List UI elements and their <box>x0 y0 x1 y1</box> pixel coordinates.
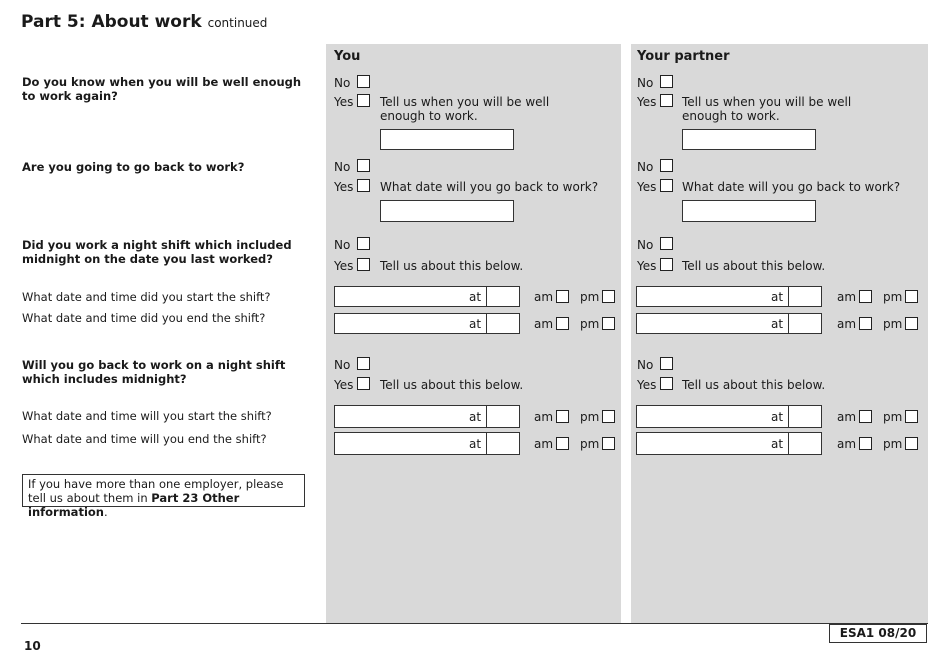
pm-label: pm <box>883 410 903 424</box>
you-q3-end-date-input[interactable] <box>334 313 487 334</box>
partner-q1-date-input[interactable] <box>682 129 816 150</box>
partner-q4-yes-checkbox[interactable] <box>660 377 673 390</box>
partner-q3-end-time-input[interactable] <box>788 313 822 334</box>
pm-label: pm <box>883 437 903 451</box>
you-q3-start-am-checkbox[interactable] <box>556 290 569 303</box>
you-q3-start-pm-checkbox[interactable] <box>602 290 615 303</box>
no-label: No <box>637 238 654 252</box>
yes-label: Yes <box>637 180 657 194</box>
you-q4-start-pm-checkbox[interactable] <box>602 410 615 423</box>
you-q3-yes-checkbox[interactable] <box>357 258 370 271</box>
page-number: 10 <box>24 639 41 653</box>
you-q2-date-input[interactable] <box>380 200 514 222</box>
am-label: am <box>837 290 857 304</box>
am-label: am <box>534 437 554 451</box>
question-start-shift-future: What date and time will you start the shift? <box>22 409 272 423</box>
pm-label: pm <box>580 290 600 304</box>
partner-q3-start-pm-checkbox[interactable] <box>905 290 918 303</box>
question-start-shift-last: What date and time did you start the shift? <box>22 290 271 304</box>
at-label: at <box>771 437 784 451</box>
below-prompt: Tell us about this below. <box>380 378 524 392</box>
you-q4-start-time-input[interactable] <box>486 405 520 428</box>
you-q4-yes-checkbox[interactable] <box>357 377 370 390</box>
partner-q2-yes-checkbox[interactable] <box>660 179 673 192</box>
yes-label: Yes <box>334 95 354 109</box>
partner-q3-start-time-input[interactable] <box>788 286 822 307</box>
info-box: If you have more than one employer, please tell us about them in Part 23 Other information. <box>22 474 305 507</box>
you-q3-end-time-input[interactable] <box>486 313 520 334</box>
at-label: at <box>771 290 784 304</box>
no-label: No <box>334 76 351 90</box>
you-q1-yes-checkbox[interactable] <box>357 94 370 107</box>
partner-q3-end-date-input[interactable] <box>636 313 789 334</box>
you-q4-start-am-checkbox[interactable] <box>556 410 569 423</box>
partner-q4-start-am-checkbox[interactable] <box>859 410 872 423</box>
you-q4-end-date-input[interactable] <box>334 432 487 455</box>
no-label: No <box>637 76 654 90</box>
footer-divider <box>21 623 928 624</box>
you-q2-yes-checkbox[interactable] <box>357 179 370 192</box>
q2-prompt: What date will you go back to work? <box>682 180 901 194</box>
you-q4-end-pm-checkbox[interactable] <box>602 437 615 450</box>
partner-q3-end-pm-checkbox[interactable] <box>905 317 918 330</box>
partner-q2-date-input[interactable] <box>682 200 816 222</box>
you-column-heading: You <box>334 49 361 64</box>
question-go-back: Are you going to go back to work? <box>22 160 245 174</box>
you-column <box>326 44 621 623</box>
yes-label: Yes <box>334 259 354 273</box>
partner-q4-end-date-input[interactable] <box>636 432 789 455</box>
below-prompt: Tell us about this below. <box>380 259 524 273</box>
partner-q3-start-am-checkbox[interactable] <box>859 290 872 303</box>
you-q4-no-checkbox[interactable] <box>357 357 370 370</box>
no-label: No <box>334 238 351 252</box>
q1-prompt: Tell us when you will be well enough to work. <box>380 95 550 123</box>
you-q1-date-input[interactable] <box>380 129 514 150</box>
partner-q4-start-pm-checkbox[interactable] <box>905 410 918 423</box>
partner-q3-end-am-checkbox[interactable] <box>859 317 872 330</box>
you-q2-no-checkbox[interactable] <box>357 159 370 172</box>
yes-label: Yes <box>334 180 354 194</box>
you-q3-start-time-input[interactable] <box>486 286 520 307</box>
question-night-shift-last: Did you work a night shift which included midnight on the date you last worked? <box>22 238 292 266</box>
partner-q4-no-checkbox[interactable] <box>660 357 673 370</box>
you-q1-no-checkbox[interactable] <box>357 75 370 88</box>
partner-q4-start-date-input[interactable] <box>636 405 789 428</box>
partner-q4-end-pm-checkbox[interactable] <box>905 437 918 450</box>
am-label: am <box>534 317 554 331</box>
q1-prompt: Tell us when you will be well enough to work. <box>682 95 852 123</box>
question-end-shift-last: What date and time did you end the shift? <box>22 311 266 325</box>
no-label: No <box>334 358 351 372</box>
partner-column-heading: Your partner <box>637 49 730 64</box>
partner-q4-end-am-checkbox[interactable] <box>859 437 872 450</box>
am-label: am <box>837 437 857 451</box>
pm-label: pm <box>580 317 600 331</box>
question-well-enough: Do you know when you will be well enough to work again? <box>22 75 302 103</box>
at-label: at <box>469 410 482 424</box>
yes-label: Yes <box>637 378 657 392</box>
partner-q4-end-time-input[interactable] <box>788 432 822 455</box>
partner-column <box>631 44 928 623</box>
below-prompt: Tell us about this below. <box>682 259 826 273</box>
question-end-shift-future: What date and time will you end the shift? <box>22 432 267 446</box>
at-label: at <box>469 437 482 451</box>
you-q3-end-am-checkbox[interactable] <box>556 317 569 330</box>
you-q3-end-pm-checkbox[interactable] <box>602 317 615 330</box>
at-label: at <box>469 317 482 331</box>
partner-q1-no-checkbox[interactable] <box>660 75 673 88</box>
partner-q1-yes-checkbox[interactable] <box>660 94 673 107</box>
no-label: No <box>637 358 654 372</box>
partner-q3-start-date-input[interactable] <box>636 286 789 307</box>
yes-label: Yes <box>334 378 354 392</box>
pm-label: pm <box>580 437 600 451</box>
you-q4-end-time-input[interactable] <box>486 432 520 455</box>
you-q3-start-date-input[interactable] <box>334 286 487 307</box>
you-q4-start-date-input[interactable] <box>334 405 487 428</box>
am-label: am <box>837 317 857 331</box>
partner-q4-start-time-input[interactable] <box>788 405 822 428</box>
pm-label: pm <box>883 317 903 331</box>
partner-q3-yes-checkbox[interactable] <box>660 258 673 271</box>
pm-label: pm <box>580 410 600 424</box>
am-label: am <box>534 290 554 304</box>
question-night-shift-future: Will you go back to work on a night shift which includes midnight? <box>22 358 286 386</box>
page-title: Part 5: About work continued <box>21 12 268 32</box>
no-label: No <box>334 160 351 174</box>
pm-label: pm <box>883 290 903 304</box>
partner-q2-no-checkbox[interactable] <box>660 159 673 172</box>
yes-label: Yes <box>637 259 657 273</box>
am-label: am <box>534 410 554 424</box>
no-label: No <box>637 160 654 174</box>
form-reference: ESA1 08/20 <box>829 624 927 643</box>
at-label: at <box>469 290 482 304</box>
at-label: at <box>771 317 784 331</box>
q2-prompt: What date will you go back to work? <box>380 180 599 194</box>
you-q4-end-am-checkbox[interactable] <box>556 437 569 450</box>
you-q3-no-checkbox[interactable] <box>357 237 370 250</box>
am-label: am <box>837 410 857 424</box>
yes-label: Yes <box>637 95 657 109</box>
below-prompt: Tell us about this below. <box>682 378 826 392</box>
at-label: at <box>771 410 784 424</box>
partner-q3-no-checkbox[interactable] <box>660 237 673 250</box>
